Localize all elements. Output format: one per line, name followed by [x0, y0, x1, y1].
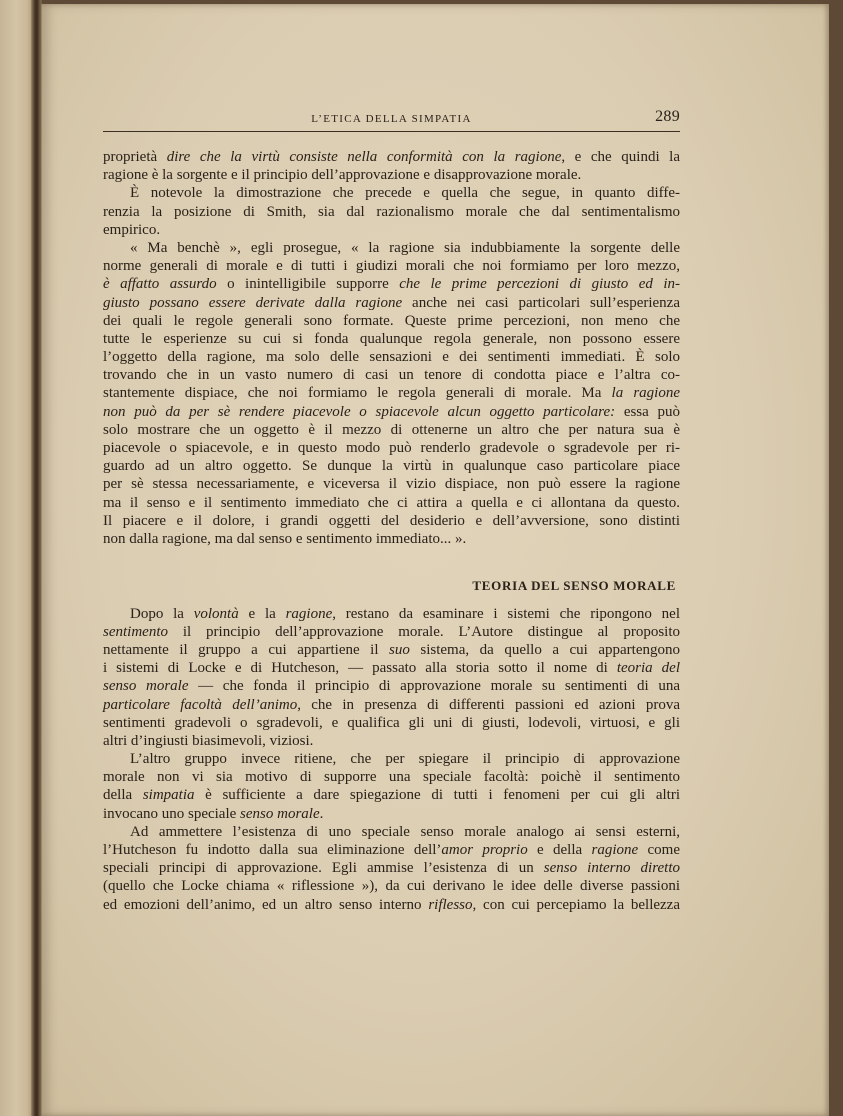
- emphasized-text: amor proprio: [441, 842, 528, 859]
- emphasized-text: non può da per sè rendere piacevole o spiacevole alcun oggetto particolare:: [103, 403, 616, 420]
- text-run: ma il senso e il sentimento immediato che ci attira a quella e ci allontana da questo.: [103, 494, 680, 511]
- text-run: , che in presenza di differenti passioni ed azioni prova: [297, 696, 680, 713]
- text-run: o inintelligibile supporre: [216, 276, 400, 293]
- emphasized-text: simpatia: [142, 787, 195, 804]
- text-line: [103, 659, 680, 677]
- text-run: (quello che Locke chiama « riflessione »), da cui derivano le idee delle diverse passioni: [103, 878, 680, 895]
- text-line: [103, 896, 680, 914]
- text-line: [103, 841, 680, 859]
- text-run: ed emozioni dell’animo, ed un altro senso interno: [103, 896, 429, 913]
- text-line: [130, 239, 680, 257]
- text-run: altri d’ingiusti biasimevoli, viziosi.: [103, 732, 314, 749]
- text-line: [103, 348, 680, 366]
- text-run: empirico.: [103, 221, 161, 238]
- text-run: , con cui percepiamo la bellezza: [472, 896, 680, 913]
- emphasized-text: riflesso: [428, 896, 473, 913]
- paragraph: [103, 750, 680, 823]
- emphasized-text: dire che la virtù consiste nella conformità con la ragione: [166, 149, 562, 165]
- header-rule: [103, 131, 680, 132]
- section-heading: TEORIA DEL SENSO MORALE: [472, 577, 676, 593]
- emphasized-text: giusto possano essere derivate dalla ragione: [103, 294, 403, 311]
- text-line: [103, 439, 680, 457]
- text-line: [103, 530, 680, 548]
- text-line: [103, 294, 680, 312]
- text-run: invocano uno speciale: [103, 805, 241, 822]
- text-line: [103, 403, 680, 421]
- emphasized-text: senso morale: [240, 805, 320, 822]
- text-line: [130, 823, 680, 841]
- text-run: Dopo la: [130, 605, 194, 622]
- text-run: stantemente dispiace, che noi formiamo le regola generali di morale. Ma: [103, 385, 612, 402]
- paragraph: [103, 239, 680, 548]
- text-run: piacevole o spiacevole, e in questo modo può renderlo gradevole o sgradevole per ri-: [103, 440, 680, 456]
- text-line: [103, 859, 680, 877]
- running-title: L’ETICA DELLA SIMPATIA: [311, 113, 472, 125]
- text-run: Il piacere e il dolore, i grandi oggetti del desiderio e dell’avversione, sono distinti: [103, 512, 680, 529]
- text-line: [103, 203, 680, 221]
- text-line: [103, 641, 680, 659]
- emphasized-text: ragione: [591, 842, 639, 859]
- book-gutter: [31, 0, 42, 1116]
- text-line: [103, 457, 680, 475]
- text-run: « Ma benchè », egli prosegue, « la ragione sia indubbiamente la sorgente delle: [130, 239, 680, 256]
- emphasized-text: volontà: [193, 605, 239, 622]
- emphasized-text: senso morale: [103, 678, 189, 695]
- text-run: i sistemi di Locke e di Hutcheson, — passato alla storia sotto il nome di: [103, 660, 617, 677]
- text-line: [103, 494, 680, 512]
- text-run: , e che quindi la: [561, 149, 681, 165]
- emphasized-text: suo: [389, 641, 410, 658]
- text-run: Ad ammettere l’esistenza di uno speciale senso morale analogo ai sensi esterni,: [130, 823, 680, 840]
- emphasized-text: senso interno diretto: [543, 860, 680, 877]
- text-line: [103, 877, 680, 895]
- text-run: nettamente il gruppo a cui appartiene il: [103, 641, 390, 658]
- text-run: l’oggetto della ragione, ma solo delle sensazioni e dei sentimenti immediati. È solo: [103, 349, 680, 366]
- text-run: speciali principi di approvazione. Egli ammise l’esistenza di un: [103, 860, 544, 877]
- text-line: [103, 732, 680, 750]
- text-line: [103, 786, 680, 804]
- text-run: l’Hutcheson fu indotto dalla sua eliminazione dell’: [103, 842, 442, 859]
- text-line: [103, 148, 680, 166]
- emphasized-text: teoria del: [616, 660, 680, 677]
- text-run: anche nei casi particolari sull’esperienza: [402, 294, 680, 311]
- text-run: e della: [527, 842, 592, 859]
- text-line: [103, 805, 680, 823]
- text-run: per sè stessa necessariamente, e viceversa il vizio dispiace, non può essere la ragione: [103, 476, 680, 493]
- text-run: L’altro gruppo invece ritiene, che per spiegare il principio di approvazione: [130, 751, 680, 768]
- text-run: e la: [238, 605, 286, 622]
- text-run: — che fonda il principio di approvazione morale su sentimenti di una: [188, 678, 681, 695]
- text-run: è sufficiente a dare spiegazione di tutti i fenomeni per cui gli altri: [194, 787, 680, 804]
- text-line: [103, 623, 680, 641]
- text-run: È notevole la dimostrazione che precede e quella che segue, in quanto diffe-: [130, 185, 680, 202]
- text-run: della: [103, 787, 143, 804]
- text-run: ragione è la sorgente e il principio dell’approvazione e disapprovazione morale.: [103, 167, 582, 184]
- text-line: [103, 696, 680, 714]
- text-line: [103, 677, 680, 695]
- text-line: [103, 384, 680, 402]
- page-header: [103, 106, 680, 128]
- text-line: [103, 421, 680, 439]
- text-run: guardo ad un altro oggetto. Se dunque la virtù in qualunque caso particolare piace: [103, 458, 680, 475]
- body-text: [103, 148, 680, 914]
- text-run: dei quali le regole generali sono formate. Queste prime percezioni, non meno che: [103, 312, 680, 329]
- text-run: renzia la posizione di Smith, sia dal razionalismo morale che dal sentimentalismo: [103, 203, 680, 220]
- text-line: [103, 366, 680, 384]
- emphasized-text: è affatto assurdo: [103, 276, 217, 293]
- text-line: [103, 221, 680, 239]
- text-run: non dalla ragione, ma dal senso e sentimento immediato... ».: [103, 530, 467, 547]
- page-number: 289: [655, 108, 680, 125]
- emphasized-text: sentimento: [103, 623, 168, 640]
- paragraph: [103, 184, 680, 239]
- text-run: sentimenti gradevoli o sgradevoli, e qualifica gli uni di giusti, lodevoli, virtuosi, e gli: [103, 714, 680, 731]
- text-run: solo mostrare che un oggetto è il mezzo di ottenerne un altro che per natura sua è: [103, 421, 680, 438]
- text-line: [103, 166, 680, 184]
- paragraph: [103, 148, 680, 184]
- emphasized-text: particolare facoltà dell’animo: [103, 696, 298, 713]
- text-line: [130, 184, 680, 202]
- text-run: morale non vi sia motivo di supporre una speciale facoltà: poichè il sentimento: [103, 769, 680, 786]
- text-run: trovando che in un vasto numero di casi un tenore di condotta piace e l’altra co-: [103, 367, 680, 384]
- text-line: [103, 768, 680, 786]
- text-line: [103, 275, 680, 293]
- text-run: tutte le esperienze su cui si fonda qualunque regola generale, non possono essere: [103, 330, 680, 347]
- text-run: , restano da esaminare i sistemi che ripongono nel: [332, 605, 681, 622]
- emphasized-text: ragione: [285, 605, 333, 622]
- paragraph: [103, 605, 680, 751]
- text-run: proprietà: [103, 149, 167, 165]
- text-line: [103, 257, 680, 275]
- text-run: norme generali di morale e di tutti i giudizi morali che noi formiamo per loro mezzo,: [103, 258, 680, 275]
- text-run: .: [319, 805, 324, 822]
- text-line: [103, 330, 680, 348]
- text-line: [103, 714, 680, 732]
- text-line: [130, 605, 680, 623]
- emphasized-text: che le prime percezioni di giusto ed in-: [399, 276, 680, 293]
- emphasized-text: la ragione: [611, 385, 680, 402]
- text-line: [130, 750, 680, 768]
- text-line: [103, 312, 680, 330]
- paragraph: [103, 823, 680, 914]
- text-line: [103, 475, 680, 493]
- text-run: come: [638, 842, 681, 859]
- text-line: [103, 512, 680, 530]
- text-run: essa può: [615, 403, 680, 420]
- text-run: il principio dell’approvazione morale. L’Autore distingue al proposito: [168, 623, 680, 640]
- text-run: sistema, da quello a cui appartengono: [409, 641, 680, 658]
